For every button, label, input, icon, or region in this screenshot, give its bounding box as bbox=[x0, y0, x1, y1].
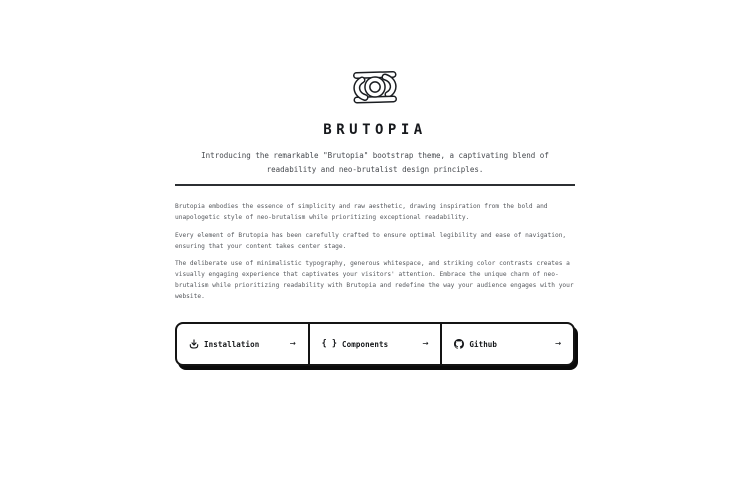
github-icon bbox=[454, 339, 464, 349]
installation-button[interactable] bbox=[177, 324, 308, 364]
action-button-group bbox=[175, 322, 575, 366]
divider bbox=[175, 184, 575, 186]
page-title: BRUTOPIA bbox=[323, 122, 427, 138]
github-label: Github bbox=[469, 339, 498, 349]
about-paragraph: Brutopia embodies the essence of simplicity and raw aesthetic, drawing inspiration from the bold and unapologetic style of neo-brutalism while prioritizing exceptional readability. bbox=[175, 203, 548, 221]
about-paragraph: The deliberate use of minimalistic typography, generous whitespace, and striking color contrasts creates a visually engaging experience that captivates your visitors' attention. Embrace the unique charm of neo-brutalism while prioritizing readability with Brutopia and redefine the way your audience engages with your website. bbox=[175, 260, 574, 300]
github-button[interactable] bbox=[440, 324, 573, 364]
arrow-right-icon: → bbox=[289, 338, 296, 349]
download-icon bbox=[189, 339, 199, 349]
arrow-right-icon: → bbox=[554, 338, 562, 349]
brutopia-logo-icon bbox=[347, 63, 403, 111]
about-paragraph: Every element of Brutopia has been carefully crafted to ensure optimal legibility and ease of navigation, ensuring that your content takes center stage. bbox=[175, 231, 567, 250]
logo-container bbox=[175, 63, 575, 111]
components-label: Components bbox=[342, 339, 389, 349]
braces-icon: { } bbox=[321, 338, 338, 349]
page-content bbox=[175, 0, 575, 366]
about-section bbox=[175, 201, 575, 302]
components-button[interactable] bbox=[308, 324, 441, 364]
installation-label: Installation bbox=[204, 339, 260, 349]
hero-subtitle: Introducing the remarkable "Brutopia" bootstrap theme, a captivating blend of readability and neo-brutalist design principles. bbox=[201, 151, 549, 174]
arrow-right-icon: → bbox=[422, 338, 429, 349]
